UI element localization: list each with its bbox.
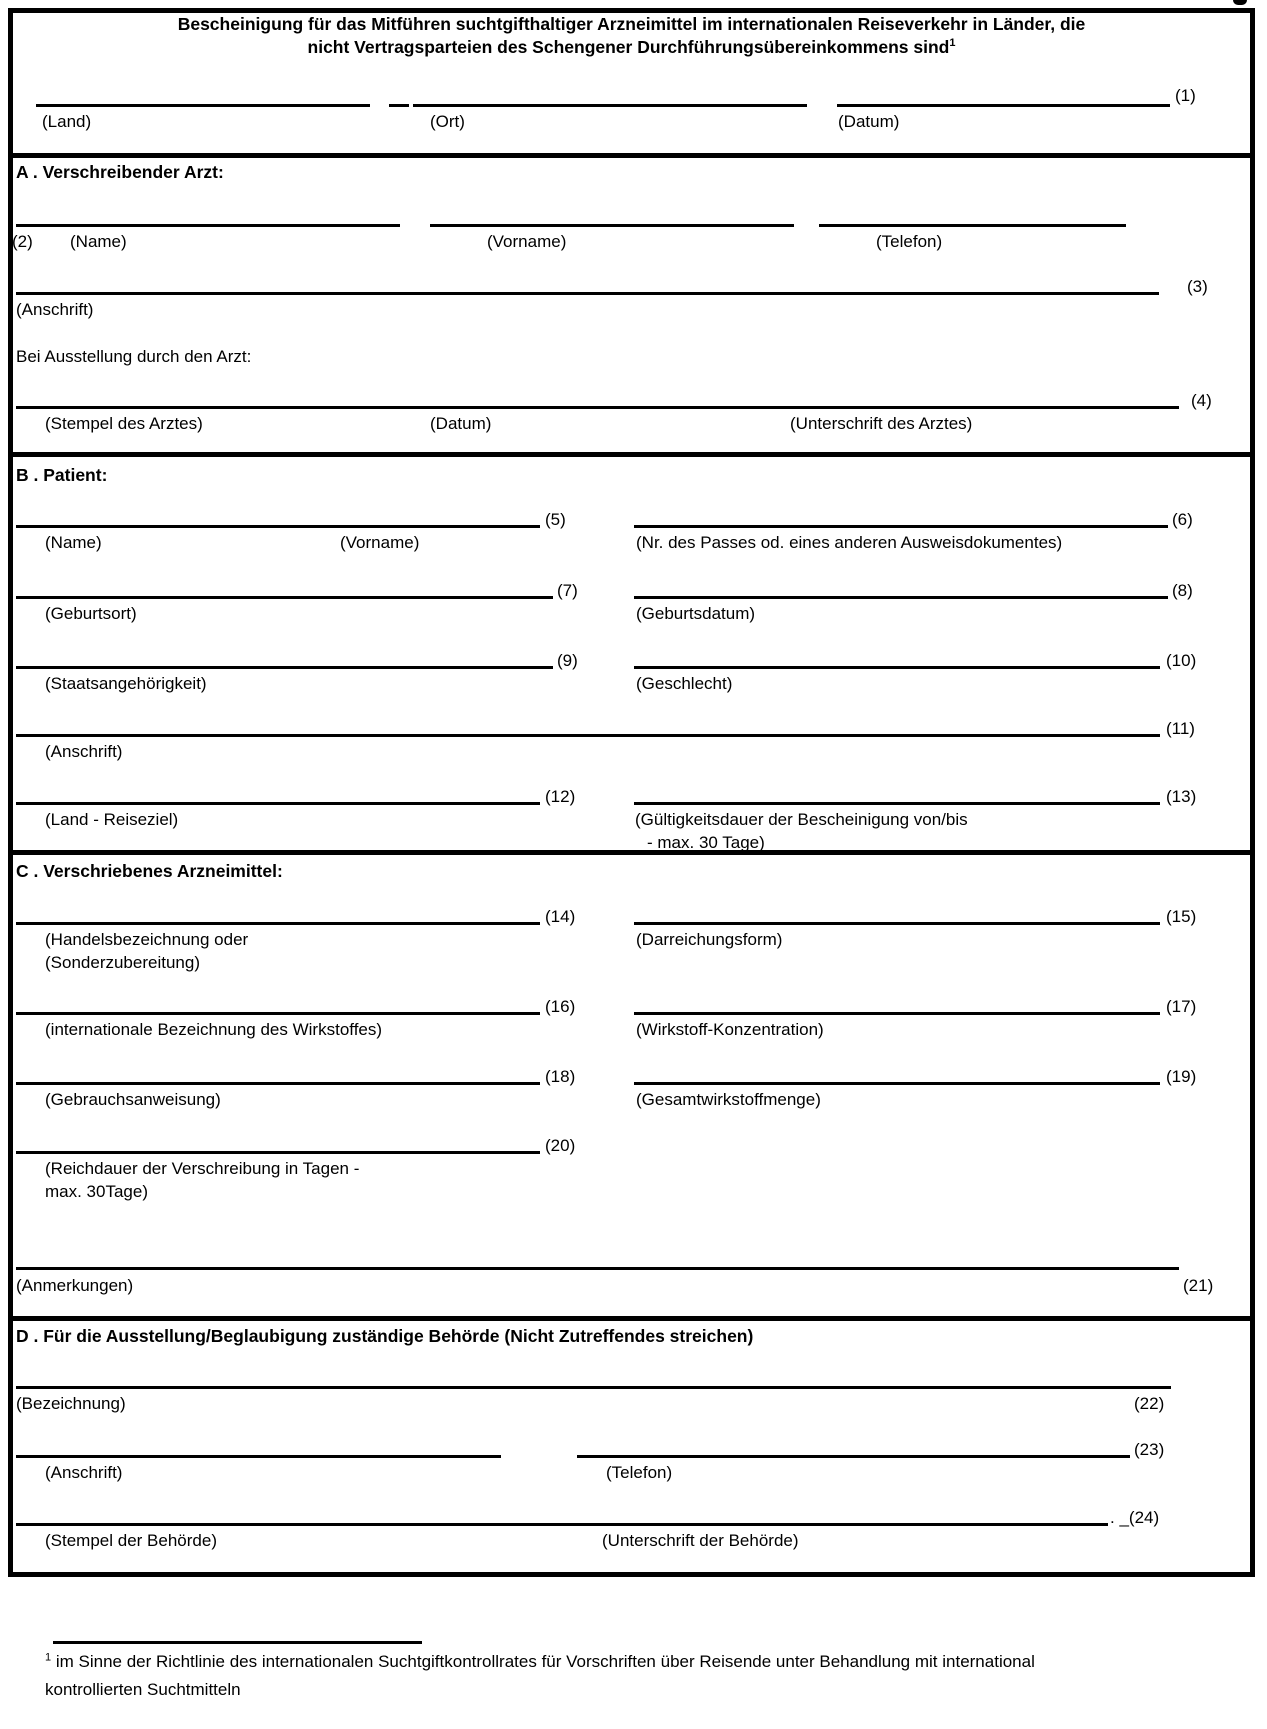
reichdauer-label-2: max. 30Tage) (45, 1182, 148, 1201)
ref-24-prefix: . _ (1110, 1508, 1129, 1527)
patient-gueltigkeitsdauer-label-1: (Gültigkeitsdauer der Bescheinigung von/bis (635, 810, 968, 829)
ref-2: (2) (12, 232, 33, 251)
ref-5: (5) (545, 510, 566, 529)
handelsbezeichnung-label-1: (Handelsbezeichnung oder (45, 930, 249, 949)
ref-8: (8) (1172, 581, 1193, 600)
ort-field-line-segment[interactable] (389, 104, 409, 107)
behoerde-telefon-label: (Telefon) (606, 1463, 673, 1482)
handelsbezeichnung-label-2: (Sonderzubereitung) (45, 953, 200, 972)
patient-reiseziel-label: (Land - Reiseziel) (45, 810, 179, 829)
ref-10: (10) (1166, 651, 1197, 670)
patient-geburtsort-label: (Geburtsort) (45, 604, 137, 623)
arzt-anschrift-label: (Anschrift) (16, 300, 94, 319)
ref-3: (3) (1187, 277, 1208, 296)
arzt-stempel-datum-unterschrift-field-line[interactable] (16, 406, 1179, 409)
footnote-rule (53, 1641, 422, 1644)
behoerde-anschrift-label: (Anschrift) (45, 1463, 123, 1482)
arzt-name-field-line[interactable] (16, 224, 400, 227)
datum-field-line[interactable] (837, 104, 1170, 107)
handelsbezeichnung-field-line[interactable] (16, 922, 540, 925)
ref-18: (18) (545, 1067, 576, 1086)
patient-gueltigkeitsdauer-label-2: - max. 30 Tage) (647, 833, 765, 852)
arzt-stempel-label: (Stempel des Arztes) (45, 414, 203, 433)
arzt-telefon-label: (Telefon) (876, 232, 943, 251)
ref-9: (9) (557, 651, 578, 670)
patient-geschlecht-field-line[interactable] (634, 666, 1160, 669)
title-footnote-marker: 1 (949, 37, 956, 50)
ref-1: (1) (1175, 86, 1196, 105)
patient-geschlecht-label: (Geschlecht) (636, 674, 733, 693)
footnote-line1 (45, 1652, 1035, 1672)
footnote-marker: 1 (45, 1651, 52, 1664)
reichdauer-field-line[interactable] (16, 1151, 540, 1154)
behoerde-bezeichnung-field-line[interactable] (16, 1386, 1171, 1389)
gebrauchsanweisung-label: (Gebrauchsanweisung) (45, 1090, 221, 1109)
arzt-name-label: (Name) (70, 232, 127, 251)
divider-a-b (8, 452, 1255, 457)
form-title-line1: Bescheinigung für das Mitführen suchtgifthaltiger Arzneimittel im internationalen Reiseverkehr in Länder, die (177, 14, 1086, 34)
section-c-header: C . Verschriebenes Arzneimittel: (16, 861, 283, 881)
arzt-issue-note: Bei Ausstellung durch den Arzt: (16, 347, 252, 366)
arzt-telefon-field-line[interactable] (819, 224, 1126, 227)
behoerde-telefon-field-line[interactable] (577, 1455, 1130, 1458)
darreichungsform-field-line[interactable] (634, 922, 1160, 925)
patient-pass-label: (Nr. des Passes od. eines anderen Ausweisdokumentes) (636, 533, 1063, 552)
behoerde-anschrift-field-line[interactable] (16, 1455, 501, 1458)
anmerkungen-field-line[interactable] (16, 1267, 1179, 1270)
ref-16: (16) (545, 997, 576, 1016)
arzt-anschrift-field-line[interactable] (16, 292, 1159, 295)
reichdauer-label-1: (Reichdauer der Verschreibung in Tagen - (45, 1159, 360, 1178)
behoerde-bezeichnung-label: (Bezeichnung) (16, 1394, 126, 1413)
ref-24 (1110, 1508, 1159, 1528)
section-d-header: D . Für die Ausstellung/Beglaubigung zuständige Behörde (Nicht Zutreffendes streichen) (16, 1326, 754, 1346)
patient-geburtsdatum-label: (Geburtsdatum) (636, 604, 756, 623)
ref-4: (4) (1191, 391, 1212, 410)
ref-19: (19) (1166, 1067, 1197, 1086)
ref-17: (17) (1166, 997, 1197, 1016)
ref-24-number: (24) (1128, 1508, 1160, 1527)
wirkstoff-bezeichnung-field-line[interactable] (16, 1012, 540, 1015)
gesamtwirkstoffmenge-label: (Gesamtwirkstoffmenge) (636, 1090, 821, 1109)
patient-name-label: (Name) (45, 533, 102, 552)
gesamtwirkstoffmenge-field-line[interactable] (634, 1082, 1160, 1085)
anmerkungen-label: (Anmerkungen) (16, 1276, 134, 1295)
ref-14: (14) (545, 907, 576, 926)
ort-label: (Ort) (430, 112, 465, 131)
arzt-vorname-label: (Vorname) (487, 232, 567, 251)
ort-field-line[interactable] (413, 104, 807, 107)
footnote-text-line1: im Sinne der Richtlinie des internationalen Suchtgiftkontrollrates für Vorschriften über Reisende unter Behandlung mit international (55, 1652, 1035, 1671)
patient-reiseziel-field-line[interactable] (16, 802, 540, 805)
wirkstoff-konzentration-label: (Wirkstoff-Konzentration) (636, 1020, 824, 1039)
ref-22: (22) (1134, 1394, 1165, 1413)
ref-23: (23) (1134, 1440, 1165, 1459)
ref-12: (12) (545, 787, 576, 806)
footnote-line2: kontrollierten Suchtmitteln (45, 1680, 241, 1699)
ref-7: (7) (557, 581, 578, 600)
divider-b-c (8, 850, 1255, 855)
arzt-unterschrift-label: (Unterschrift des Arztes) (790, 414, 973, 433)
ref-6: (6) (1172, 510, 1193, 529)
form-title-line2-text: nicht Vertragsparteien des Schengener Durchführungsübereinkommens sind (307, 37, 950, 57)
ref-13: (13) (1166, 787, 1197, 806)
divider-c-d (8, 1316, 1255, 1321)
patient-geburtsdatum-field-line[interactable] (634, 596, 1168, 599)
patient-geburtsort-field-line[interactable] (16, 596, 553, 599)
ref-15: (15) (1166, 907, 1197, 926)
patient-gueltigkeitsdauer-field-line[interactable] (634, 802, 1160, 805)
wirkstoff-bezeichnung-label: (internationale Bezeichnung des Wirkstoffes) (45, 1020, 383, 1039)
darreichungsform-label: (Darreichungsform) (636, 930, 783, 949)
patient-anschrift-field-line[interactable] (16, 734, 1160, 737)
divider-title-a (8, 153, 1255, 158)
section-b-header: B . Patient: (16, 465, 108, 485)
patient-anschrift-label: (Anschrift) (45, 742, 123, 761)
patient-name-field-line[interactable] (16, 525, 540, 528)
behoerde-stempel-unterschrift-field-line[interactable] (16, 1523, 1108, 1526)
arzt-vorname-field-line[interactable] (430, 224, 794, 227)
arzt-datum-label: (Datum) (430, 414, 492, 433)
cut-off-text-fragment (1233, 0, 1247, 5)
patient-staatsangehoerigkeit-label: (Staatsangehörigkeit) (45, 674, 207, 693)
patient-staatsangehoerigkeit-field-line[interactable] (16, 666, 553, 669)
patient-pass-field-line[interactable] (634, 525, 1168, 528)
behoerde-unterschrift-label: (Unterschrift der Behörde) (602, 1531, 799, 1550)
patient-vorname-label: (Vorname) (340, 533, 420, 552)
section-a-header: A . Verschreibender Arzt: (16, 162, 224, 182)
land-field-line[interactable] (36, 104, 370, 107)
form-title-line2 (18, 37, 1245, 58)
ref-11: (11) (1166, 719, 1195, 738)
ref-20: (20) (545, 1136, 576, 1155)
ref-21: (21) (1183, 1276, 1214, 1295)
gebrauchsanweisung-field-line[interactable] (16, 1082, 540, 1085)
behoerde-stempel-label: (Stempel der Behörde) (45, 1531, 217, 1550)
land-label: (Land) (42, 112, 92, 131)
wirkstoff-konzentration-field-line[interactable] (634, 1012, 1160, 1015)
datum-label: (Datum) (838, 112, 900, 131)
